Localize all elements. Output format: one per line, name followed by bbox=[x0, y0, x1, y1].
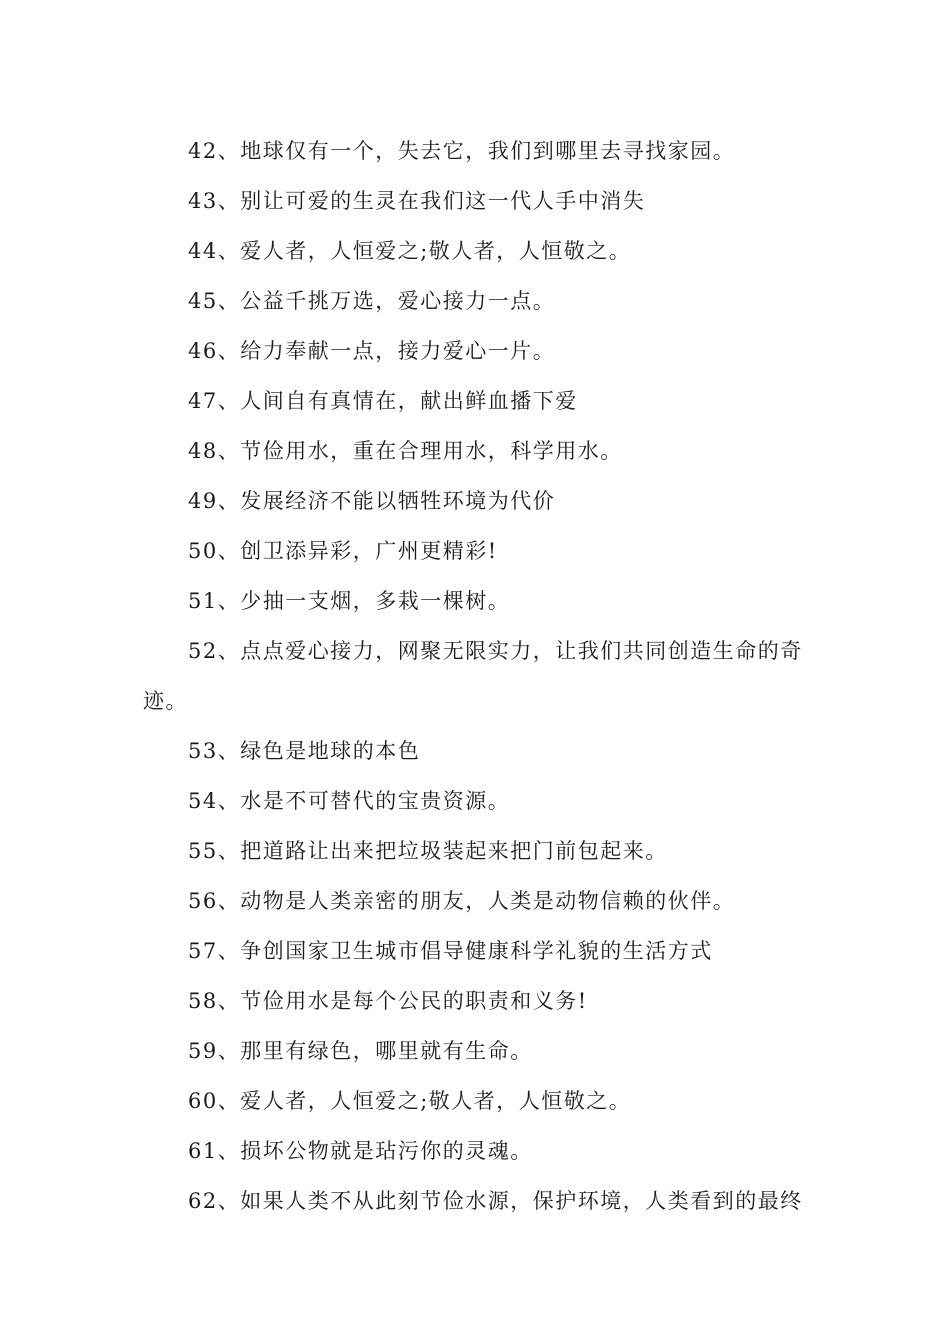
slogan-42: 42、地球仅有一个，失去它，我们到哪里去寻找家园。 bbox=[188, 139, 736, 163]
slogan-52: 52、点点爱心接力，网聚无限实力，让我们共同创造生命的奇 bbox=[188, 639, 803, 663]
document-body bbox=[143, 126, 813, 1226]
slogan-43: 43、别让可爱的生灵在我们这一代人手中消失 bbox=[188, 189, 646, 213]
slogan-53: 53、绿色是地球的本色 bbox=[188, 739, 421, 763]
slogan-56: 56、动物是人类亲密的朋友，人类是动物信赖的伙伴。 bbox=[188, 889, 736, 913]
slogan-46: 46、给力奉献一点，接力爱心一片。 bbox=[188, 339, 556, 363]
slogan-44: 44、爱人者，人恒爱之;敬人者，人恒敬之。 bbox=[188, 239, 632, 263]
slogan-51: 51、少抽一支烟，多栽一棵树。 bbox=[188, 589, 511, 613]
slogan-48: 48、节俭用水，重在合理用水，科学用水。 bbox=[188, 439, 623, 463]
slogan-61: 61、损坏公物就是玷污你的灵魂。 bbox=[188, 1139, 533, 1163]
slogan-50: 50、创卫添异彩，广州更精彩! bbox=[188, 539, 498, 563]
slogan-47: 47、人间自有真情在，献出鲜血播下爱 bbox=[188, 389, 578, 413]
slogan-57: 57、争创国家卫生城市倡导健康科学礼貌的生活方式 bbox=[188, 939, 713, 963]
slogan-58: 58、节俭用水是每个公民的职责和义务! bbox=[188, 989, 588, 1013]
slogan-52-continued: 迹。 bbox=[143, 689, 188, 713]
slogan-60: 60、爱人者，人恒爱之;敬人者，人恒敬之。 bbox=[188, 1089, 632, 1113]
slogan-54: 54、水是不可替代的宝贵资源。 bbox=[188, 789, 511, 813]
slogan-45: 45、公益千挑万选，爱心接力一点。 bbox=[188, 289, 556, 313]
slogan-59: 59、那里有绿色，哪里就有生命。 bbox=[188, 1039, 533, 1063]
slogan-55: 55、把道路让出来把垃圾装起来把门前包起来。 bbox=[188, 839, 668, 863]
slogan-49: 49、发展经济不能以牺牲环境为代价 bbox=[188, 489, 556, 513]
slogan-62: 62、如果人类不从此刻节俭水源，保护环境，人类看到的最终 bbox=[188, 1189, 803, 1213]
